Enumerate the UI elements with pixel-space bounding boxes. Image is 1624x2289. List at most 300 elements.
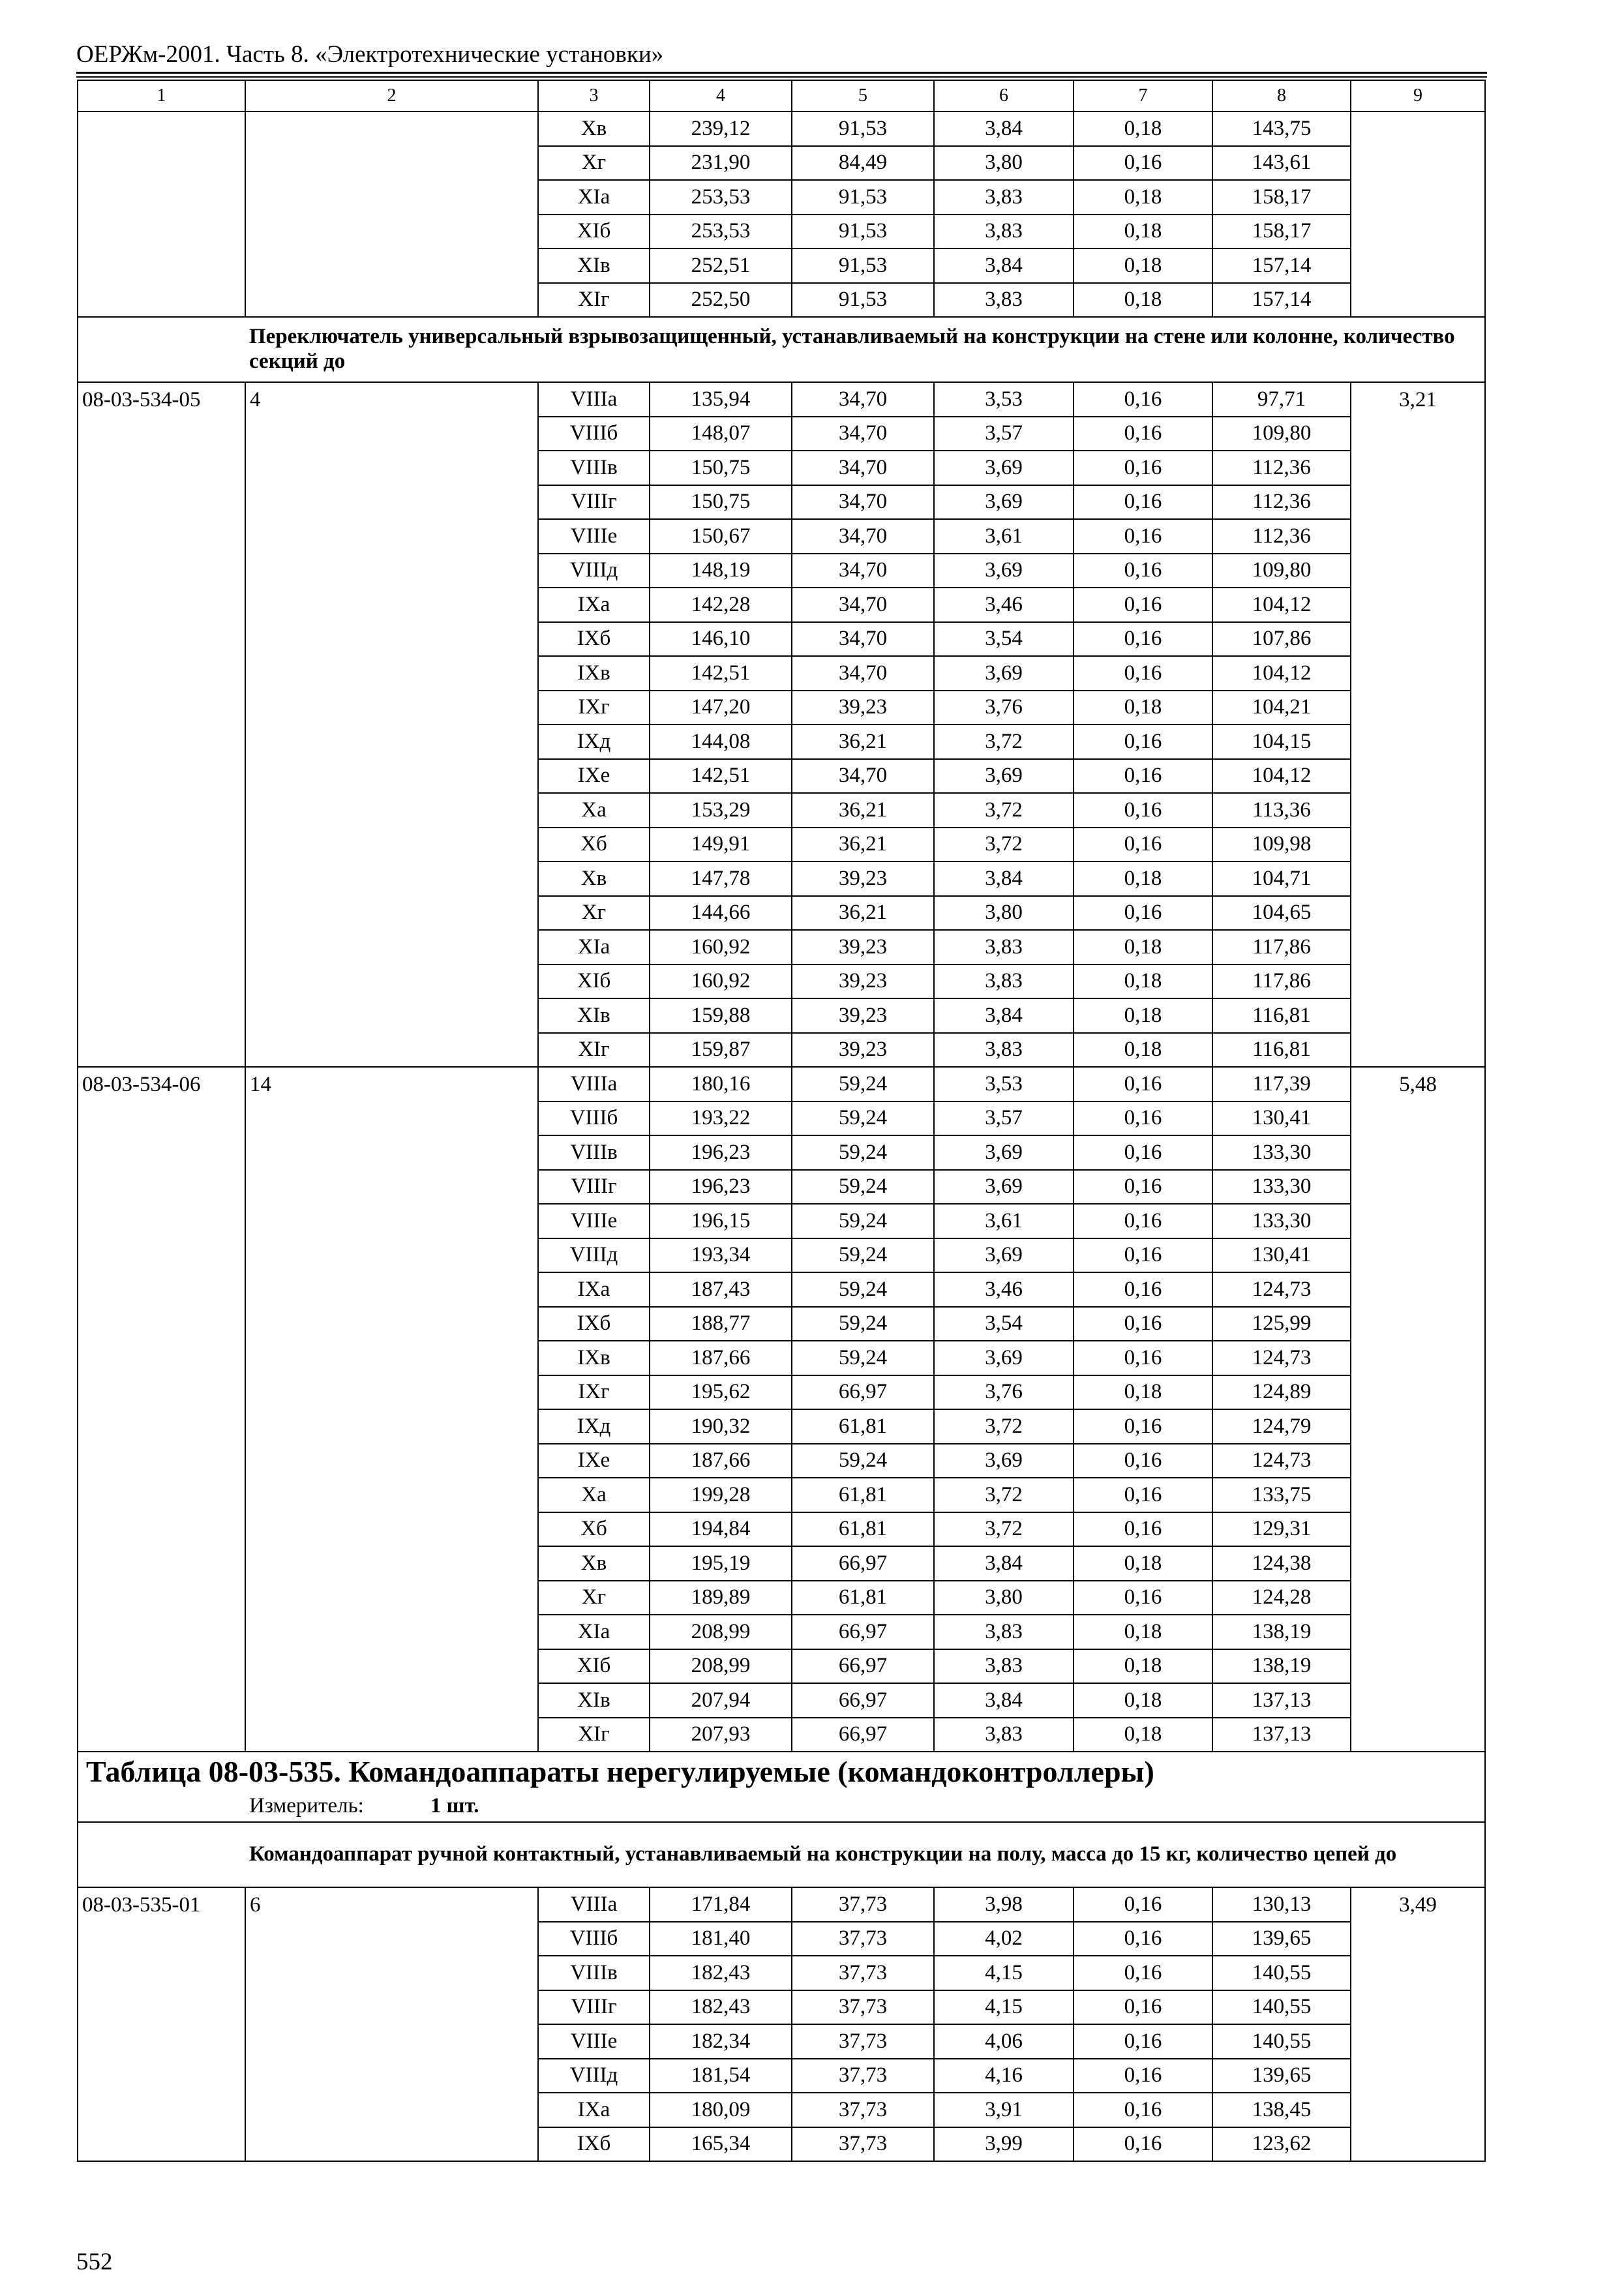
value-cell: 0,16: [1074, 828, 1212, 862]
value-cell: 3,69: [934, 656, 1074, 691]
value-cell: 3,80: [934, 896, 1074, 931]
coefficient-cell: [1351, 2127, 1485, 2162]
value-cell: 66,97: [792, 1615, 934, 1649]
value-cell: 0,16: [1074, 554, 1212, 588]
value-cell: 0,16: [1074, 1922, 1212, 1956]
value-cell: Xа: [538, 793, 650, 828]
value-cell: 3,80: [934, 146, 1074, 181]
rate-code-cell: [78, 828, 245, 862]
table-row: [78, 417, 1485, 451]
value-cell: 3,91: [934, 2093, 1074, 2127]
value-cell: 0,18: [1074, 1033, 1212, 1068]
value-cell: 140,55: [1212, 1990, 1351, 2025]
coefficient-cell: [1351, 1615, 1485, 1649]
value-cell: 124,28: [1212, 1581, 1351, 1615]
coefficient-cell: [1351, 861, 1485, 896]
value-cell: 149,91: [650, 828, 792, 862]
table-row: [78, 554, 1485, 588]
value-cell: 124,73: [1212, 1341, 1351, 1375]
value-cell: 61,81: [792, 1478, 934, 1512]
value-cell: 0,16: [1074, 1307, 1212, 1341]
measure-label: Измеритель:: [249, 1794, 364, 1818]
rate-code-cell: [78, 112, 245, 146]
value-cell: 150,75: [650, 485, 792, 520]
rate-code-cell: [78, 1615, 245, 1649]
parameter-cell: [245, 1990, 538, 2025]
table-row: [78, 965, 1485, 999]
rate-code-cell: [78, 896, 245, 931]
value-cell: 104,12: [1212, 759, 1351, 794]
description-blank-cell: [78, 317, 245, 382]
value-cell: 34,70: [792, 451, 934, 485]
rate-code-cell: [78, 283, 245, 318]
value-cell: 143,75: [1212, 112, 1351, 146]
value-cell: 3,69: [934, 485, 1074, 520]
value-cell: 39,23: [792, 998, 934, 1033]
value-cell: 39,23: [792, 861, 934, 896]
coefficient-cell: [1351, 1307, 1485, 1341]
table-row: [78, 248, 1485, 283]
value-cell: XIг: [538, 1718, 650, 1752]
value-cell: 37,73: [792, 2024, 934, 2059]
coefficient-cell: [1351, 759, 1485, 794]
value-cell: 39,23: [792, 691, 934, 725]
table-row: [78, 2127, 1485, 2162]
table-row: [78, 1204, 1485, 1238]
value-cell: 3,83: [934, 965, 1074, 999]
value-cell: 37,73: [792, 1956, 934, 1990]
value-cell: 4,06: [934, 2024, 1074, 2059]
value-cell: 130,13: [1212, 1887, 1351, 1922]
value-cell: 0,16: [1074, 1170, 1212, 1204]
value-cell: XIв: [538, 998, 650, 1033]
value-cell: 0,18: [1074, 1615, 1212, 1649]
value-cell: 182,43: [650, 1956, 792, 1990]
value-cell: 3,57: [934, 1101, 1074, 1136]
value-cell: XIа: [538, 180, 650, 215]
value-cell: 133,30: [1212, 1135, 1351, 1170]
coefficient-cell: [1351, 1649, 1485, 1684]
coefficient-cell: [1351, 1204, 1485, 1238]
parameter-cell: [245, 1101, 538, 1136]
rate-code-cell: [78, 1683, 245, 1718]
value-cell: Xв: [538, 861, 650, 896]
value-cell: 34,70: [792, 382, 934, 417]
value-cell: 97,71: [1212, 382, 1351, 417]
coefficient-cell: [1351, 965, 1485, 999]
value-cell: 0,18: [1074, 180, 1212, 215]
section-description-row: [78, 317, 1485, 382]
measure-unit: 1 шт.: [430, 1794, 479, 1818]
value-cell: XIв: [538, 1683, 650, 1718]
value-cell: 3,72: [934, 1512, 1074, 1547]
parameter-cell: [245, 1718, 538, 1752]
value-cell: 3,54: [934, 1307, 1074, 1341]
value-cell: 160,92: [650, 930, 792, 965]
parameter-cell: [245, 2093, 538, 2127]
rate-code-cell: [78, 1170, 245, 1204]
value-cell: 231,90: [650, 146, 792, 181]
value-cell: 0,18: [1074, 1718, 1212, 1752]
value-cell: 116,81: [1212, 998, 1351, 1033]
parameter-cell: [245, 1615, 538, 1649]
table-row: [78, 382, 1485, 417]
value-cell: 193,22: [650, 1101, 792, 1136]
value-cell: 3,83: [934, 283, 1074, 318]
rate-code-cell: 08-03-534-06: [78, 1067, 245, 1101]
coefficient-cell: [1351, 896, 1485, 931]
parameter-cell: 14: [245, 1067, 538, 1101]
value-cell: VIIIб: [538, 1922, 650, 1956]
coefficient-cell: [1351, 1546, 1485, 1581]
value-cell: 138,45: [1212, 2093, 1351, 2127]
coefficient-cell: [1351, 622, 1485, 657]
value-cell: 59,24: [792, 1101, 934, 1136]
value-cell: 124,79: [1212, 1409, 1351, 1444]
value-cell: 4,02: [934, 1922, 1074, 1956]
value-cell: 0,16: [1074, 588, 1212, 622]
coefficient-cell: [1351, 1101, 1485, 1136]
value-cell: 0,16: [1074, 1204, 1212, 1238]
value-cell: 124,38: [1212, 1546, 1351, 1581]
rate-code-cell: [78, 1512, 245, 1547]
value-cell: 0,16: [1074, 1272, 1212, 1307]
measure-blank-cell: [78, 1791, 245, 1822]
value-cell: 36,21: [792, 793, 934, 828]
value-cell: 39,23: [792, 965, 934, 999]
value-cell: 3,69: [934, 451, 1074, 485]
value-cell: 138,19: [1212, 1615, 1351, 1649]
rate-code-cell: [78, 1922, 245, 1956]
value-cell: 0,16: [1074, 451, 1212, 485]
parameter-cell: [245, 417, 538, 451]
value-cell: Xа: [538, 1478, 650, 1512]
rate-code-cell: [78, 1956, 245, 1990]
value-cell: 0,16: [1074, 896, 1212, 931]
value-cell: 0,16: [1074, 1067, 1212, 1101]
rate-code-cell: [78, 1546, 245, 1581]
value-cell: 196,15: [650, 1204, 792, 1238]
value-cell: 107,86: [1212, 622, 1351, 657]
rate-code-cell: [78, 2093, 245, 2127]
value-cell: VIIIв: [538, 451, 650, 485]
value-cell: 0,18: [1074, 215, 1212, 249]
value-cell: 0,16: [1074, 1101, 1212, 1136]
value-cell: 0,16: [1074, 382, 1212, 417]
value-cell: 207,93: [650, 1718, 792, 1752]
header-rule-thick: [76, 72, 1487, 74]
value-cell: Xб: [538, 828, 650, 862]
value-cell: 59,24: [792, 1238, 934, 1273]
coefficient-cell: [1351, 828, 1485, 862]
parameter-cell: [245, 965, 538, 999]
parameter-cell: [245, 180, 538, 215]
parameter-cell: [245, 896, 538, 931]
parameter-cell: [245, 998, 538, 1033]
value-cell: 3,84: [934, 861, 1074, 896]
value-cell: 3,83: [934, 180, 1074, 215]
value-cell: 37,73: [792, 2127, 934, 2162]
table-row: [78, 828, 1485, 862]
coefficient-cell: [1351, 554, 1485, 588]
value-cell: 116,81: [1212, 1033, 1351, 1068]
value-cell: 0,18: [1074, 1375, 1212, 1410]
value-cell: 252,50: [650, 283, 792, 318]
column-number: 7: [1074, 80, 1212, 112]
parameter-cell: [245, 283, 538, 318]
parameter-cell: [245, 1546, 538, 1581]
value-cell: 130,41: [1212, 1101, 1351, 1136]
value-cell: VIIIг: [538, 1990, 650, 2025]
value-cell: 142,28: [650, 588, 792, 622]
table-row: [78, 451, 1485, 485]
value-cell: VIIIе: [538, 2024, 650, 2059]
value-cell: 61,81: [792, 1581, 934, 1615]
value-cell: 37,73: [792, 1990, 934, 2025]
value-cell: 3,69: [934, 1170, 1074, 1204]
parameter-cell: [245, 759, 538, 794]
value-cell: 59,24: [792, 1444, 934, 1478]
coefficient-cell: [1351, 1375, 1485, 1410]
value-cell: IXб: [538, 622, 650, 657]
coefficient-cell: [1351, 146, 1485, 181]
value-cell: 124,73: [1212, 1444, 1351, 1478]
section-description-row: [78, 1822, 1485, 1887]
value-cell: 0,16: [1074, 2024, 1212, 2059]
value-cell: 3,69: [934, 1135, 1074, 1170]
value-cell: Xг: [538, 146, 650, 181]
value-cell: 84,49: [792, 146, 934, 181]
value-cell: 147,78: [650, 861, 792, 896]
rate-code-cell: [78, 2059, 245, 2093]
value-cell: 146,10: [650, 622, 792, 657]
value-cell: XIа: [538, 1615, 650, 1649]
value-cell: 34,70: [792, 622, 934, 657]
value-cell: IXд: [538, 1409, 650, 1444]
rate-code-cell: [78, 1718, 245, 1752]
table-row: [78, 588, 1485, 622]
value-cell: 133,75: [1212, 1478, 1351, 1512]
parameter-cell: [245, 622, 538, 657]
value-cell: 3,69: [934, 759, 1074, 794]
coefficient-cell: [1351, 1922, 1485, 1956]
value-cell: 66,97: [792, 1546, 934, 1581]
value-cell: 0,16: [1074, 1990, 1212, 2025]
coefficient-cell: [1351, 1444, 1485, 1478]
value-cell: 181,40: [650, 1922, 792, 1956]
parameter-cell: [245, 2059, 538, 2093]
column-number: 2: [245, 80, 538, 112]
table-row: [78, 1718, 1485, 1752]
value-cell: 195,62: [650, 1375, 792, 1410]
rate-code-cell: [78, 2024, 245, 2059]
coefficient-cell: [1351, 793, 1485, 828]
value-cell: 0,16: [1074, 1581, 1212, 1615]
table-row: [78, 1033, 1485, 1068]
coefficient-cell: [1351, 180, 1485, 215]
coefficient-cell: [1351, 1341, 1485, 1375]
value-cell: 39,23: [792, 930, 934, 965]
value-cell: 3,83: [934, 215, 1074, 249]
value-cell: VIIIг: [538, 1170, 650, 1204]
parameter-cell: [245, 248, 538, 283]
value-cell: 3,83: [934, 1718, 1074, 1752]
value-cell: 193,34: [650, 1238, 792, 1273]
value-cell: 3,80: [934, 1581, 1074, 1615]
parameter-cell: [245, 1135, 538, 1170]
table-row: [78, 1956, 1485, 1990]
value-cell: 0,16: [1074, 2059, 1212, 2093]
table-row: [78, 1649, 1485, 1684]
value-cell: XIг: [538, 283, 650, 318]
parameter-cell: [245, 1478, 538, 1512]
value-cell: 117,39: [1212, 1067, 1351, 1101]
parameter-cell: [245, 1307, 538, 1341]
value-cell: 0,16: [1074, 485, 1212, 520]
section-description: Командоаппарат ручной контактный, устанавливаемый на конструкции на полу, масса до 15 кг, количество цепей до: [245, 1822, 1485, 1887]
value-cell: 0,18: [1074, 112, 1212, 146]
value-cell: 104,15: [1212, 725, 1351, 759]
value-cell: 125,99: [1212, 1307, 1351, 1341]
table-title-row: [78, 1752, 1485, 1791]
value-cell: 59,24: [792, 1067, 934, 1101]
value-cell: 0,16: [1074, 417, 1212, 451]
parameter-cell: [245, 112, 538, 146]
value-cell: 34,70: [792, 554, 934, 588]
value-cell: 0,18: [1074, 965, 1212, 999]
value-cell: 140,55: [1212, 1956, 1351, 1990]
value-cell: 195,19: [650, 1546, 792, 1581]
value-cell: 0,16: [1074, 1956, 1212, 1990]
parameter-cell: 6: [245, 1887, 538, 1922]
value-cell: 157,14: [1212, 283, 1351, 318]
rate-code-cell: [78, 1581, 245, 1615]
value-cell: VIIIг: [538, 485, 650, 520]
coefficient-cell: [1351, 485, 1485, 520]
value-cell: 37,73: [792, 1887, 934, 1922]
coefficient-cell: [1351, 1272, 1485, 1307]
value-cell: 133,30: [1212, 1170, 1351, 1204]
value-cell: IXа: [538, 1272, 650, 1307]
value-cell: IXв: [538, 1341, 650, 1375]
rate-code-cell: [78, 180, 245, 215]
value-cell: IXд: [538, 725, 650, 759]
value-cell: 3,76: [934, 691, 1074, 725]
table-row: [78, 1546, 1485, 1581]
table-row: [78, 1135, 1485, 1170]
table-row: [78, 1170, 1485, 1204]
value-cell: 180,09: [650, 2093, 792, 2127]
value-cell: 158,17: [1212, 215, 1351, 249]
value-cell: 0,18: [1074, 691, 1212, 725]
coefficient-cell: [1351, 1683, 1485, 1718]
parameter-cell: [245, 554, 538, 588]
value-cell: 3,83: [934, 1649, 1074, 1684]
coefficient-cell: [1351, 998, 1485, 1033]
value-cell: 148,19: [650, 554, 792, 588]
value-cell: 3,72: [934, 793, 1074, 828]
value-cell: 138,19: [1212, 1649, 1351, 1684]
coefficient-cell: [1351, 519, 1485, 554]
value-cell: Xв: [538, 112, 650, 146]
rate-code-cell: [78, 1272, 245, 1307]
table-row: [78, 1375, 1485, 1410]
column-number: 4: [650, 80, 792, 112]
column-number: 3: [538, 80, 650, 112]
section-description: Переключатель универсальный взрывозащищенный, устанавливаемый на конструкции на стене или колонне, количество секций до: [245, 317, 1485, 382]
value-cell: 112,36: [1212, 519, 1351, 554]
value-cell: 171,84: [650, 1887, 792, 1922]
rate-code-cell: [78, 519, 245, 554]
value-cell: 0,16: [1074, 1512, 1212, 1547]
value-cell: 0,16: [1074, 2093, 1212, 2127]
value-cell: 3,83: [934, 930, 1074, 965]
parameter-cell: [245, 1238, 538, 1273]
value-cell: 253,53: [650, 180, 792, 215]
rate-code-cell: [78, 1135, 245, 1170]
coefficient-cell: [1351, 112, 1485, 146]
value-cell: VIIIе: [538, 519, 650, 554]
parameter-cell: [245, 861, 538, 896]
coefficient-cell: [1351, 1238, 1485, 1273]
parameter-cell: [245, 2024, 538, 2059]
value-cell: 104,65: [1212, 896, 1351, 931]
table-row: [78, 1990, 1485, 2025]
value-cell: 3,61: [934, 519, 1074, 554]
table-row: [78, 793, 1485, 828]
value-cell: IXе: [538, 1444, 650, 1478]
value-cell: 0,16: [1074, 1238, 1212, 1273]
value-cell: IXб: [538, 1307, 650, 1341]
value-cell: 109,80: [1212, 417, 1351, 451]
value-cell: 3,83: [934, 1615, 1074, 1649]
value-cell: 91,53: [792, 112, 934, 146]
table-row: [78, 485, 1485, 520]
column-number: 1: [78, 80, 245, 112]
rate-code-cell: [78, 656, 245, 691]
value-cell: 189,89: [650, 1581, 792, 1615]
value-cell: 3,53: [934, 1067, 1074, 1101]
parameter-cell: [245, 451, 538, 485]
value-cell: 3,72: [934, 725, 1074, 759]
table-title: Таблица 08-03-535. Командоаппараты нерегулируемые (командоконтроллеры): [78, 1752, 1485, 1791]
value-cell: 199,28: [650, 1478, 792, 1512]
value-cell: 59,24: [792, 1307, 934, 1341]
value-cell: 208,99: [650, 1649, 792, 1684]
value-cell: 104,71: [1212, 861, 1351, 896]
column-number: 9: [1351, 80, 1485, 112]
parameter-cell: [245, 2127, 538, 2162]
value-cell: 36,21: [792, 828, 934, 862]
value-cell: 137,13: [1212, 1683, 1351, 1718]
rate-code-cell: [78, 725, 245, 759]
parameter-cell: [245, 1581, 538, 1615]
value-cell: 147,20: [650, 691, 792, 725]
table-row: [78, 861, 1485, 896]
value-cell: XIб: [538, 1649, 650, 1684]
coefficient-cell: 5,48: [1351, 1067, 1485, 1101]
rate-code-cell: [78, 554, 245, 588]
page-header-title: ОЕРЖм-2001. Часть 8. «Электротехнические установки»: [76, 41, 664, 68]
value-cell: 91,53: [792, 180, 934, 215]
table-row: [78, 1341, 1485, 1375]
value-cell: 165,34: [650, 2127, 792, 2162]
value-cell: 194,84: [650, 1512, 792, 1547]
rate-code-cell: [78, 1307, 245, 1341]
value-cell: 4,15: [934, 1990, 1074, 2025]
value-cell: 143,61: [1212, 146, 1351, 181]
value-cell: 0,16: [1074, 1409, 1212, 1444]
